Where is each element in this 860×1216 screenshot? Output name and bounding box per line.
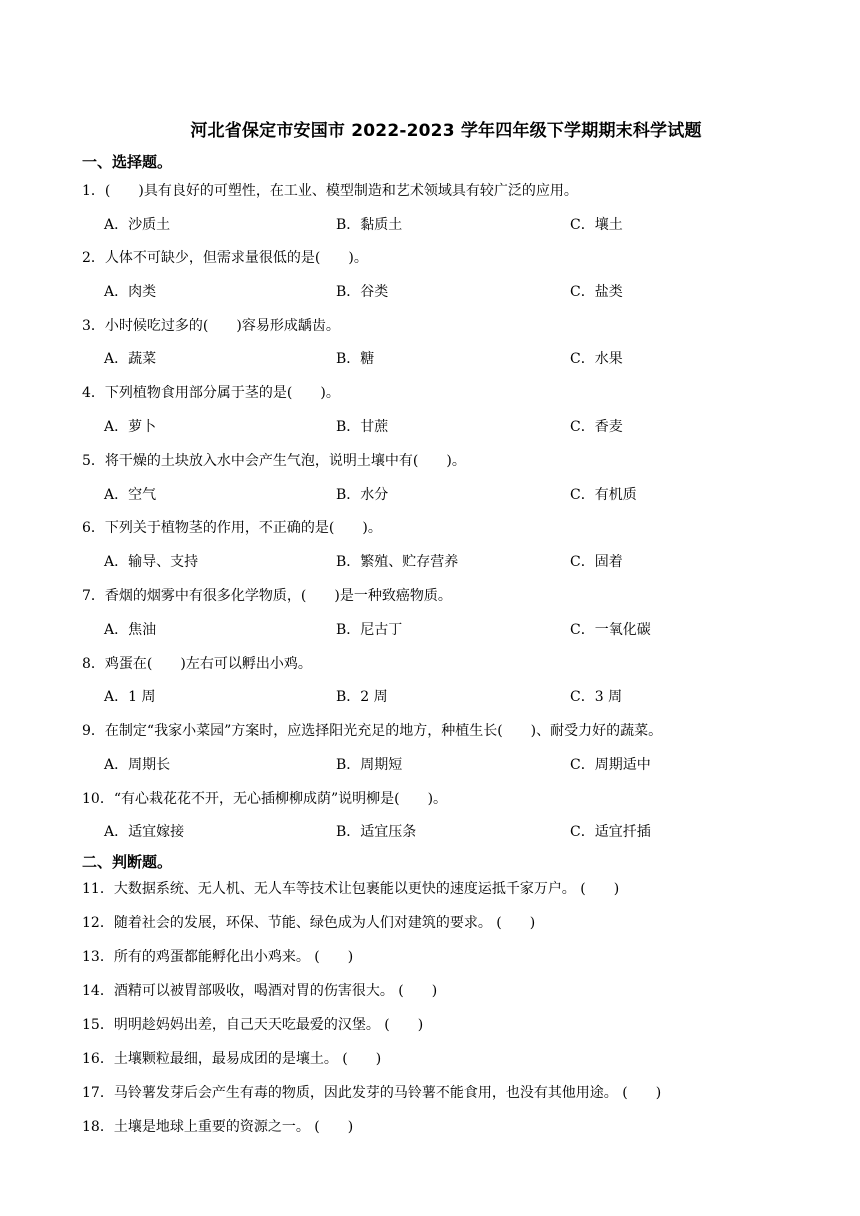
question-9-options [104,754,804,774]
option-b: B．繁殖、贮存营养 [336,554,459,570]
option-a: A．萝卜 [104,419,157,435]
question-5: 5．将干燥的土块放入水中会产生气泡，说明土壤中有( )。 [82,453,466,469]
question-13: 13．所有的鸡蛋都能孵化出小鸡来。 ( ) [82,949,354,965]
section-heading-choice: 一、选择题。 [82,153,173,171]
question-8: 8．鸡蛋在( )左右可以孵出小鸡。 [82,656,312,672]
option-c: C．盐类 [570,284,623,300]
option-b: B．谷类 [336,284,389,300]
option-c: C．周期适中 [570,757,651,773]
option-c: C．适宜扦插 [570,824,651,840]
question-18: 18．土壤是地球上重要的资源之一。 ( ) [82,1119,354,1135]
section-heading-judgment: 二、判断题。 [82,853,173,871]
question-10-options [104,821,804,841]
question-2: 2．人体不可缺少，但需求量很低的是( )。 [82,250,368,266]
question-7-options [104,619,804,639]
question-1-options [104,214,804,234]
question-16: 16．土壤颗粒最细，最易成团的是壤土。 ( ) [82,1051,382,1067]
option-c: C．3 周 [570,689,623,705]
question-4-options [104,416,804,436]
option-b: B．2 周 [336,689,388,705]
option-b: B．周期短 [336,757,403,773]
option-a: A．输导、支持 [104,554,199,570]
option-c: C．水果 [570,351,623,367]
option-b: B．甘蔗 [336,419,389,435]
question-3-options [104,348,804,368]
question-6-options [104,551,804,571]
option-a: A．适宜嫁接 [104,824,185,840]
option-c: C．一氧化碳 [570,622,651,638]
option-c: C．壤土 [570,217,623,233]
option-a: A．蔬菜 [104,351,157,367]
option-c: C．有机质 [570,487,637,503]
question-4: 4．下列植物食用部分属于茎的是( )。 [82,385,340,401]
question-14: 14．酒精可以被胃部吸收，喝酒对胃的伤害很大。 ( ) [82,983,438,999]
question-2-options [104,281,804,301]
option-a: A．周期长 [104,757,171,773]
question-12: 12．随着社会的发展，环保、节能、绿色成为人们对建筑的要求。 ( ) [82,915,536,931]
option-b: B．糖 [336,351,375,367]
question-10: 10．“有心栽花花不开，无心插柳柳成荫”说明柳是( )。 [82,791,448,807]
question-15: 15．明明趁妈妈出差，自己天天吃最爱的汉堡。 ( ) [82,1017,424,1033]
question-1: 1．( )具有良好的可塑性，在工业、模型制造和艺术领域具有较广泛的应用。 [82,183,578,199]
question-17: 17．马铃薯发芽后会产生有毒的物质，因此发芽的马铃薯不能食用，也没有其他用途。 ( ) [82,1085,662,1101]
option-a: A．空气 [104,487,157,503]
option-a: A．肉类 [104,284,157,300]
option-b: B．黏质土 [336,217,403,233]
question-8-options [104,686,804,706]
option-c: C．固着 [570,554,623,570]
question-9: 9．在制定“我家小菜园”方案时，应选择阳光充足的地方，种植生长( )、耐受力好的蔬菜。 [82,723,663,739]
option-a: A．沙质土 [104,217,171,233]
option-c: C．香麦 [570,419,623,435]
question-7: 7．香烟的烟雾中有很多化学物质，( )是一种致癌物质。 [82,588,452,604]
option-b: B．水分 [336,487,389,503]
option-b: B．尼古丁 [336,622,403,638]
question-6: 6．下列关于植物茎的作用，不正确的是( )。 [82,520,382,536]
question-5-options [104,484,804,504]
option-b: B．适宜压条 [336,824,417,840]
question-11: 11．大数据系统、无人机、无人车等技术让包裹能以更快的速度运抵千家万户。 ( ) [82,881,620,897]
page-title: 河北省保定市安国市 2022-2023 学年四年级下学期期末科学试题 [190,121,702,141]
question-3: 3．小时候吃过多的( )容易形成龋齿。 [82,318,340,334]
option-a: A．1 周 [104,689,156,705]
option-a: A．焦油 [104,622,157,638]
